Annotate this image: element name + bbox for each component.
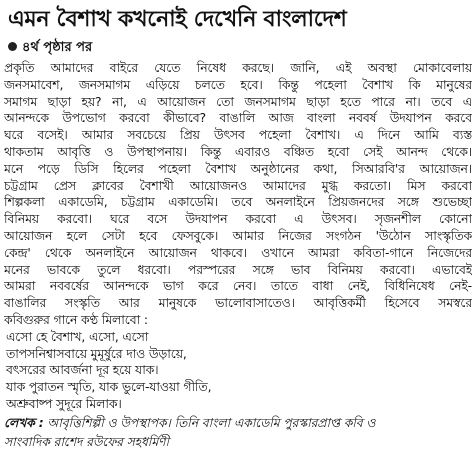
body-line: মনে পড়ে ডিসি হিলের পহেলা বৈশাখ অনুষ্ঠানের কথা, সিআরবি'র আয়োজন।: [4, 160, 472, 176]
body-line: কেন্দ্র' থেকে অনলাইনে আয়োজন থাকবে। ওখানে আমরা কবিতা-গানে নিজেদের: [4, 244, 472, 260]
body-line: কবিগুরুর গানে কণ্ঠ মিলাবো :: [4, 311, 148, 327]
poem-line: যাক পুরাতন স্মৃতি, যাক ভুলে-যাওয়া গীতি,: [6, 379, 212, 395]
body-line: জনসমাবেশ, জনসমাগম এড়িয়ে চলতে হবে। কিন্তু পহেলা বৈশাখ কি মানুষের: [4, 76, 472, 92]
continuation-marker: [8, 40, 92, 56]
body-line: আয়োজন হলে সেটা হবে ফেসবুকে। আমার নিজের সংগঠন 'উঠোন সাংস্কৃতিক: [4, 227, 472, 243]
body-line: বিনিময় করবো। ঘরে বসে উদযাপন করবো এ উৎসব। সৃজনশীল কোনো: [4, 211, 472, 227]
writer-credit: [4, 415, 472, 432]
headline: এমন বৈশাখ কখনোই দেখেনি বাংলাদেশ: [8, 7, 347, 32]
article-body: [4, 60, 472, 450]
body-line: বাঙালির সংস্কৃতি আর মানুষকে ভালোবাসাতেও। আবৃত্তিকর্মী হিসেবে সমস্বরে: [4, 295, 472, 311]
poem-line: এসো হে বৈশাখ, এসো, এসো: [6, 328, 149, 344]
bullet-dot-icon: [8, 42, 17, 51]
writer-description: আবৃত্তিশিল্পী ও উপস্থাপক। তিনি বাংলা একাডেমি পুরস্কারপ্রাপ্ত কবি ও: [47, 414, 376, 430]
body-line: প্রকৃতি আমাদের বাইরে যেতে নিষেধ করছে। জানি, এই অবস্থা মোকাবেলায়: [4, 60, 472, 75]
poem-line: তাপসনিশ্বাসবায়ে মুমূর্ষুরে দাও উড়ায়ে,: [6, 345, 187, 361]
body-line: আনন্দকে উপভোগ করবো কীভাবে? বাঙালি আজ বাংলা নববর্ষ উদযাপন করবে: [4, 110, 472, 126]
body-line: মনের ভাবকে তুলে ধরবো। পরস্পরের সঙ্গে ভাব বিনিময় করবো। এভাবেই: [4, 261, 472, 277]
poem-line: অশ্রুবাষ্প সুদূরে মিলাক।: [6, 395, 122, 411]
writer-label: লেখক :: [4, 414, 44, 430]
writer-credit-continued: সাংবাদিক রাশেদ রউফের সহধর্মিণী: [4, 433, 169, 449]
body-line: ঘরে বসেই। আমার সবচেয়ে প্রিয় উৎসব পহেলা বৈশাখ। এ দিনে আমি ব্যস্ত: [4, 127, 472, 143]
body-line: থাকতাম আবৃত্তি ও উপস্থাপনায়। কিন্তু এবারও বঞ্চিত হবো সেই আনন্দ থেকে।: [4, 143, 472, 159]
body-line: চট্টগ্রাম প্রেস ক্লাবের বৈশাখী আয়োজনও আমাদের মুগ্ধ করতো। মিস করবো: [4, 177, 472, 193]
poem-line: বৎসরের আবর্জনা দূর হয়ে যাক।: [6, 362, 159, 378]
body-line: শিল্পকলা একাডেমি, চট্টগ্রাম একাডেমি। তবে অনলাইনে প্রিয়জনদের সঙ্গে শুভেচ্ছা: [4, 194, 472, 210]
body-line: সমাগম ছাড়া হয়? না, এ আয়োজন তো জনসমাগম ছাড়া হতে পারে না। তবে এ: [4, 93, 472, 109]
body-line: আমরা নববর্ষের আনন্দকে ভাগ করে নেব। তাতে বাধা নেই, বিধিনিষেধ নেই-: [4, 278, 472, 294]
continuation-text: ৪র্থ পৃষ্ঠার পর: [22, 40, 93, 55]
